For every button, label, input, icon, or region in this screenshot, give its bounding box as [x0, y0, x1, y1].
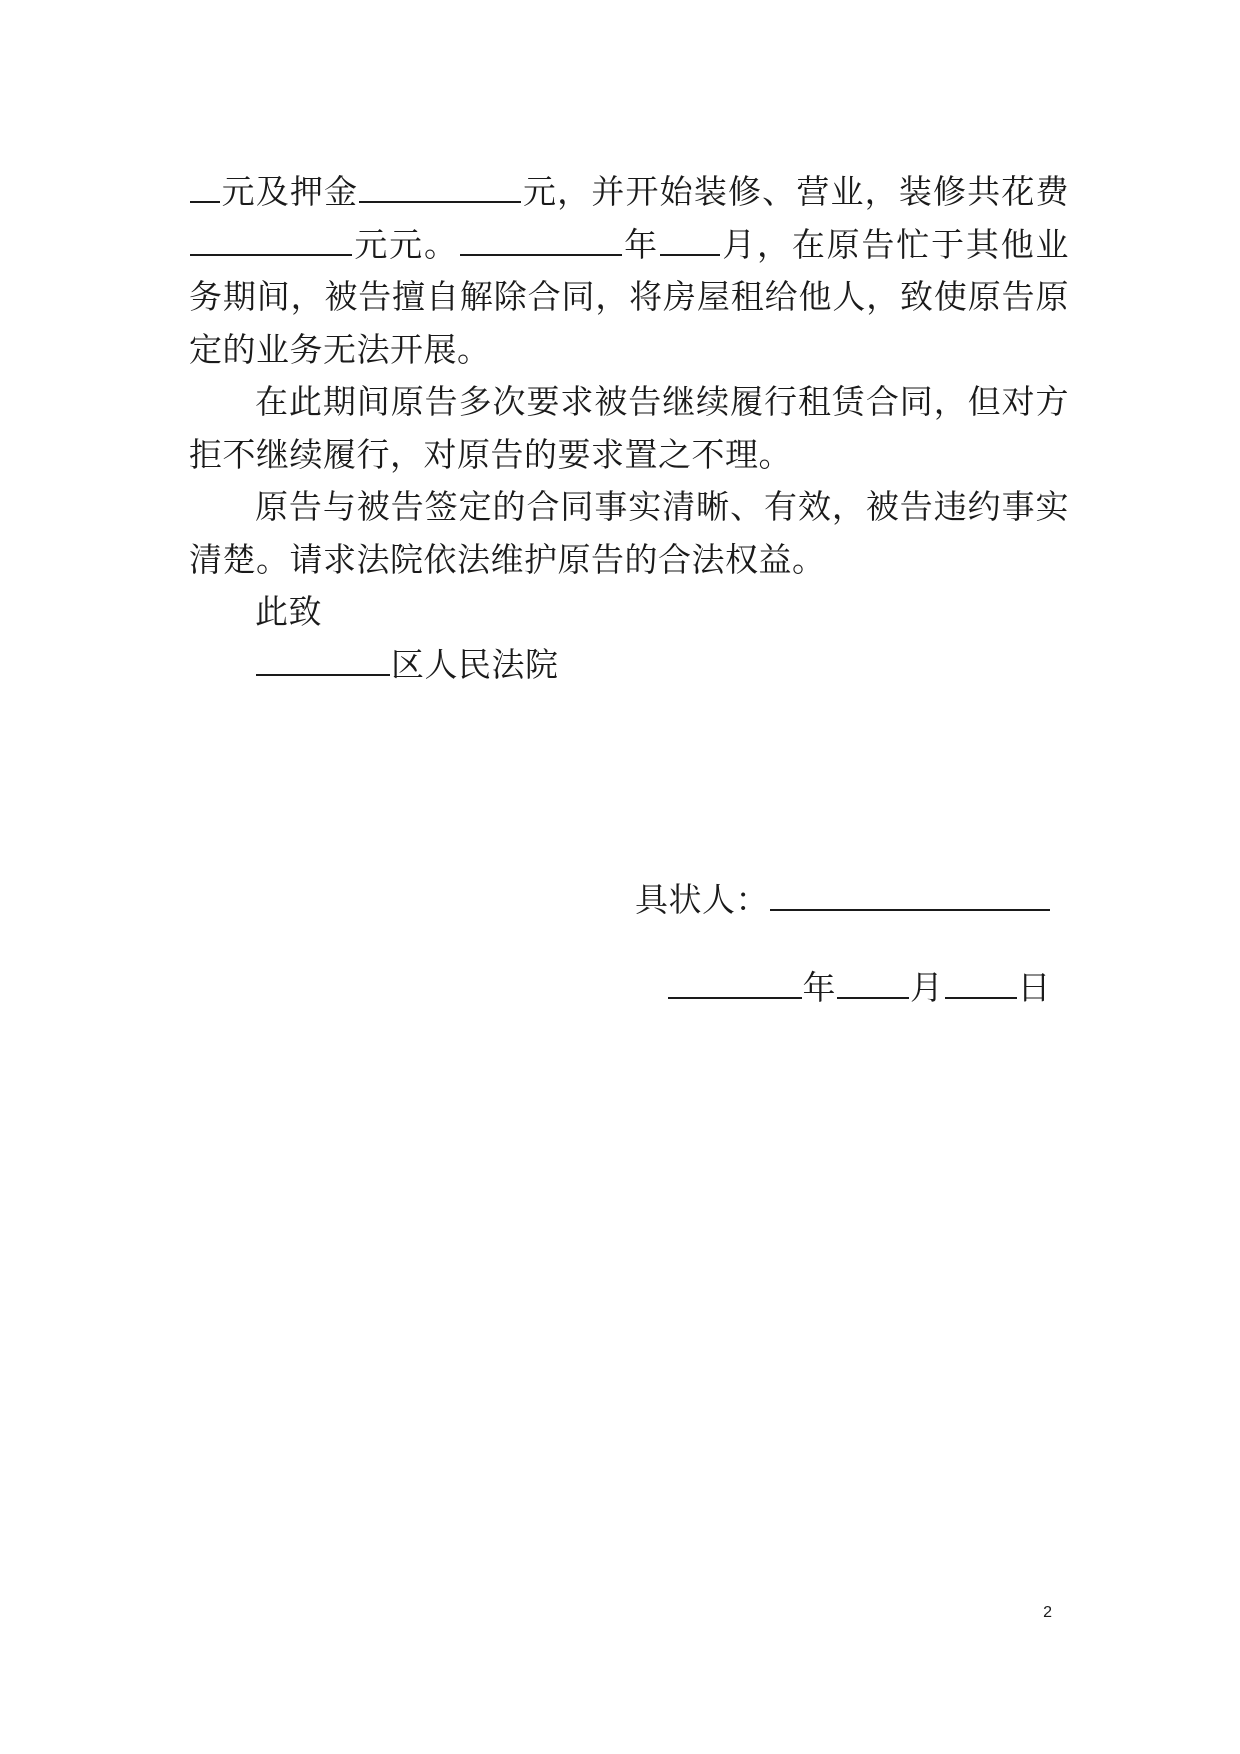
deposit-text: 元及押金 [221, 172, 359, 211]
date-month-blank[interactable] [837, 966, 909, 999]
salutation: 此致 [255, 592, 322, 631]
date-month-label: 月 [910, 968, 944, 1007]
page-number: 2 [1043, 1604, 1052, 1621]
signature-line [635, 874, 1051, 926]
complaint-body [189, 166, 1069, 691]
renovation-text: 元，并开始装修、营业，装修共花费 [522, 172, 1070, 211]
court-district-blank[interactable] [256, 642, 390, 675]
amount-blank[interactable] [190, 170, 220, 203]
paragraph-rent-and-breach [189, 166, 1069, 376]
date-day-label: 日 [1017, 968, 1051, 1007]
year-blank[interactable] [460, 222, 622, 255]
breach-text: 月，在原告忙于其他业务期间，被告擅自解除合同，将房屋租给他人，致使原告原定的业务无法开展。 [189, 224, 1069, 369]
deposit-blank[interactable] [359, 170, 521, 203]
paragraph-demands: 在此期间原告多次要求被告继续履行租赁合同，但对方拒不继续履行，对原告的要求置之不理。 [189, 382, 1069, 474]
date-year-label: 年 [802, 968, 836, 1007]
date-year-blank[interactable] [668, 966, 802, 999]
currency-text: 元元。 [353, 224, 459, 264]
signature-blank[interactable] [770, 878, 1050, 911]
court-name: 区人民法院 [391, 644, 559, 684]
date-day-blank[interactable] [945, 966, 1017, 999]
month-blank[interactable] [660, 222, 720, 255]
signature-label: 具状人： [635, 880, 769, 919]
year-label: 年 [622, 224, 659, 264]
renovation-cost-blank[interactable] [190, 222, 352, 255]
court-line [189, 639, 1069, 692]
date-line [667, 962, 1052, 1014]
paragraph-request: 原告与被告签定的合同事实清晰、有效，被告违约事实清楚。请求法院依法维护原告的合法权益。 [189, 487, 1069, 579]
